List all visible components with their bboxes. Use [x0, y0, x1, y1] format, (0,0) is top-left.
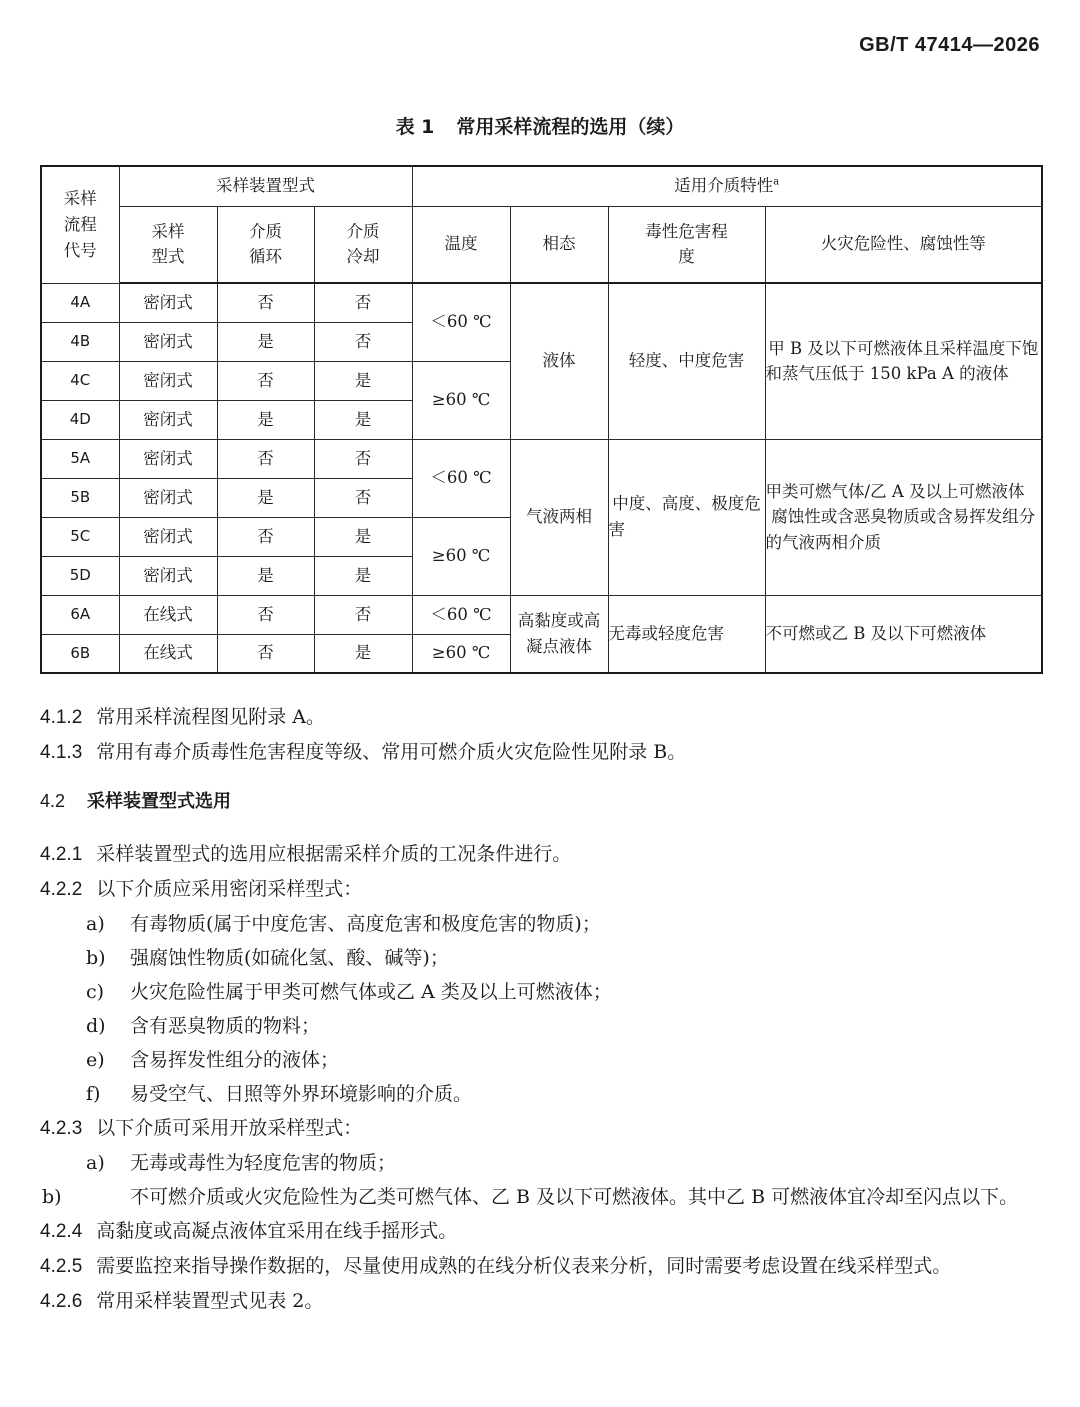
clause-number: 4.2.2 [40, 879, 83, 900]
header-medium-properties-group [412, 166, 1042, 206]
cell-phase: 气液两相 [510, 439, 608, 595]
cell-fire-corrosion [765, 439, 1042, 595]
cell-sampling-type: 在线式 [119, 634, 217, 673]
list-item-text: 含有恶臭物质的物料； [130, 1015, 321, 1037]
cell-cooling: 是 [314, 361, 412, 400]
cell-sampling-type: 密闭式 [119, 322, 217, 361]
header-flow-code: 采样流程代号 [41, 166, 119, 283]
cell-flow-code: 6B [41, 634, 119, 673]
list-item [40, 1180, 1040, 1214]
cell-circulation: 是 [217, 400, 314, 439]
cell-flow-code: 5C [41, 517, 119, 556]
clause-4-2-4 [40, 1214, 1040, 1249]
cell-flow-code: 5B [41, 478, 119, 517]
header-fire-corrosion: 火灾危险性、腐蚀性等 [765, 206, 1042, 283]
header-phase: 相态 [510, 206, 608, 283]
cell-circulation: 是 [217, 556, 314, 595]
list-item [40, 1043, 1040, 1077]
body-text [40, 700, 1040, 1319]
clause-4-2-6 [40, 1284, 1040, 1319]
standard-number: GB/T 47414—2026 [859, 34, 1040, 56]
clause-text: 以下介质可采用开放采样型式： [96, 1117, 363, 1139]
list-marker: f) [86, 1083, 101, 1105]
table-row [41, 439, 1042, 478]
table-row [41, 283, 1042, 322]
list-item [40, 907, 1040, 941]
list-item-text: 不可燃介质或火灾危险性为乙类可燃气体、乙 B 及以下可燃液体。其中乙 B 可燃液体宜冷却至闪点以下。 [130, 1186, 1019, 1208]
cell-cooling: 是 [314, 517, 412, 556]
footnote-marker: a [773, 176, 780, 188]
table-caption-number: 表 1 [395, 116, 435, 138]
clause-text: 常用采样装置型式见表 2。 [96, 1290, 324, 1312]
header-sampling-type: 采样型式 [119, 206, 217, 283]
cell-phase: 高黏度或高凝点液体 [510, 595, 608, 673]
cell-circulation: 否 [217, 361, 314, 400]
cell-temperature: ≥60 ℃ [412, 634, 510, 673]
list-marker: b) [42, 1186, 62, 1208]
cell-toxicity: 无毒或轻度危害 [608, 595, 765, 673]
cell-sampling-type: 在线式 [119, 595, 217, 634]
header-medium-circulation: 介质循环 [217, 206, 314, 283]
clause-4-1-3 [40, 735, 1040, 770]
clause-text: 高黏度或高凝点液体宜采用在线手摇形式。 [96, 1220, 458, 1242]
clause-number: 4.1.3 [40, 742, 83, 763]
cell-temperature: ＜60 ℃ [412, 439, 510, 517]
cell-circulation: 否 [217, 634, 314, 673]
cell-sampling-type: 密闭式 [119, 439, 217, 478]
list-marker: a) [86, 1152, 105, 1174]
list-marker: e) [86, 1049, 105, 1071]
cell-flow-code: 5A [41, 439, 119, 478]
header-toxicity: 毒性危害程度 [608, 206, 765, 283]
cell-sampling-type: 密闭式 [119, 400, 217, 439]
fire-text-line: 腐蚀性或含恶臭物质或含易挥发组分的气液两相介质 [765, 507, 1036, 552]
cell-cooling: 是 [314, 400, 412, 439]
clause-text: 以下介质应采用密闭采样型式： [96, 878, 363, 900]
cell-cooling: 否 [314, 478, 412, 517]
list-item-text: 强腐蚀性物质(如硫化氢、酸、碱等)； [130, 947, 449, 969]
clause-number: 4.2.5 [40, 1256, 83, 1277]
cell-flow-code: 6A [41, 595, 119, 634]
clause-number: 4.2.6 [40, 1291, 83, 1312]
cell-flow-code: 4C [41, 361, 119, 400]
cell-circulation: 否 [217, 517, 314, 556]
cell-flow-code: 5D [41, 556, 119, 595]
cell-sampling-type: 密闭式 [119, 478, 217, 517]
cell-sampling-type: 密闭式 [119, 283, 217, 322]
list-marker: a) [86, 913, 105, 935]
header-device-type-group: 采样装置型式 [119, 166, 412, 206]
list-item-text: 无毒或毒性为轻度危害的物质； [130, 1152, 397, 1174]
table-row [41, 595, 1042, 634]
cell-temperature: ＜60 ℃ [412, 595, 510, 634]
list-item-text: 火灾危险性属于甲类可燃气体或乙 A 类及以上可燃液体； [130, 981, 612, 1003]
list-item [40, 975, 1040, 1009]
cell-cooling: 是 [314, 556, 412, 595]
table-caption [0, 112, 1080, 139]
clause-text: 常用采样流程图见附录 A。 [96, 706, 326, 728]
clause-4-2-5 [40, 1249, 1040, 1284]
cell-fire-corrosion: 甲 B 及以下可燃液体且采样温度下饱和蒸气压低于 150 kPa A 的液体 [765, 283, 1042, 439]
section-title: 采样装置型式选用 [87, 791, 232, 812]
cell-circulation: 是 [217, 322, 314, 361]
table-caption-title: 常用采样流程的选用（续） [456, 116, 685, 138]
cell-cooling: 否 [314, 322, 412, 361]
list-item-text: 有毒物质(属于中度危害、高度危害和极度危害的物质)； [130, 913, 601, 935]
cell-cooling: 是 [314, 634, 412, 673]
cell-flow-code: 4B [41, 322, 119, 361]
cell-phase: 液体 [510, 283, 608, 439]
cell-sampling-type: 密闭式 [119, 517, 217, 556]
cell-flow-code: 4D [41, 400, 119, 439]
section-number: 4.2 [40, 791, 66, 811]
cell-cooling: 否 [314, 595, 412, 634]
clause-number: 4.2.4 [40, 1221, 83, 1242]
cell-cooling: 否 [314, 439, 412, 478]
clause-text: 常用有毒介质毒性危害程度等级、常用可燃介质火灾危险性见附录 B。 [96, 741, 687, 763]
cell-temperature: ＜60 ℃ [412, 283, 510, 361]
clause-4-2-3 [40, 1111, 1040, 1146]
list-item [40, 1146, 1040, 1180]
list-item-text: 含易挥发性组分的液体； [130, 1049, 340, 1071]
header-medium-properties-label: 适用介质特性 [674, 176, 774, 196]
clause-4-2-2 [40, 872, 1040, 907]
list-marker: c) [86, 981, 105, 1003]
header-medium-cooling: 介质冷却 [314, 206, 412, 283]
list-marker: d) [86, 1015, 106, 1037]
clause-4-1-2 [40, 700, 1040, 735]
list-item [40, 941, 1040, 975]
clause-text: 采样装置型式的选用应根据需采样介质的工况条件进行。 [96, 843, 572, 865]
cell-circulation: 否 [217, 595, 314, 634]
section-heading-4-2 [40, 784, 1040, 819]
list-marker: b) [86, 947, 106, 969]
cell-sampling-type: 密闭式 [119, 556, 217, 595]
cell-cooling: 否 [314, 283, 412, 322]
header-temperature: 温度 [412, 206, 510, 283]
cell-circulation: 是 [217, 478, 314, 517]
cell-circulation: 否 [217, 439, 314, 478]
list-item-text: 易受空气、日照等外界环境影响的介质。 [130, 1083, 473, 1105]
cell-toxicity: 轻度、中度危害 [608, 283, 765, 439]
sampling-flow-table [40, 165, 1043, 674]
clause-number: 4.2.1 [40, 844, 83, 865]
cell-sampling-type: 密闭式 [119, 361, 217, 400]
fire-text-line: 甲类可燃气体/乙 A 及以上可燃液体 [765, 481, 1025, 501]
clause-number: 4.1.2 [40, 707, 83, 728]
clause-4-2-1 [40, 837, 1040, 872]
clause-number: 4.2.3 [40, 1118, 83, 1139]
list-item [40, 1077, 1040, 1111]
list-item [40, 1009, 1040, 1043]
cell-temperature: ≥60 ℃ [412, 361, 510, 439]
cell-toxicity: 中度、高度、极度危害 [608, 439, 765, 595]
cell-temperature: ≥60 ℃ [412, 517, 510, 595]
cell-circulation: 否 [217, 283, 314, 322]
cell-flow-code: 4A [41, 283, 119, 322]
clause-text: 需要监控来指导操作数据的，尽量使用成熟的在线分析仪表来分析，同时需要考虑设置在线采样型式。 [96, 1255, 952, 1277]
cell-fire-corrosion: 不可燃或乙 B 及以下可燃液体 [765, 595, 1042, 673]
